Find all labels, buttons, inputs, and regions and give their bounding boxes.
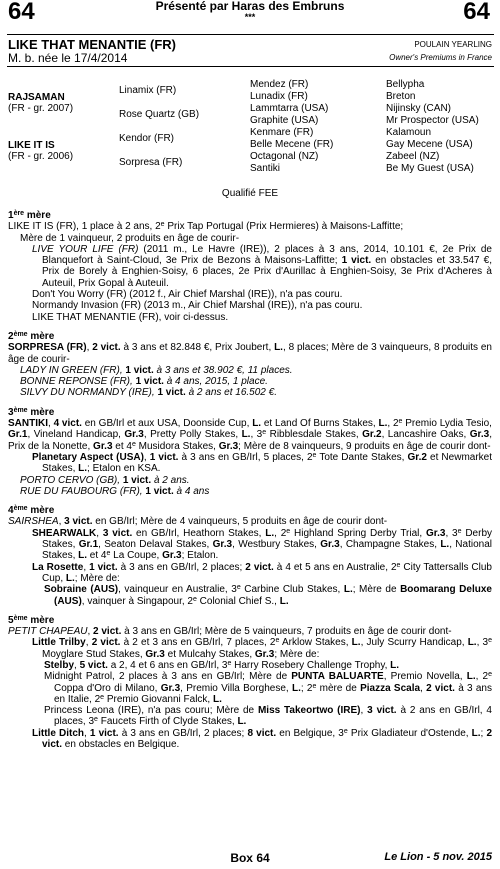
horse-name: LIKE THAT MENANTIE (FR) [8,37,177,52]
produce-entry: RUE DU FAUBOURG (FR), 1 vict. à 4 ans [20,485,210,497]
qualification-note: Qualifié FEE [221,188,279,199]
sire-sub: (FR - gr. 2007) [8,103,74,114]
dam-paragraph: Mère de 1 vainqueur, 2 produits en âge de courir- [20,232,240,244]
section-heading: 1ère mère [8,210,51,221]
section-heading: 5ème mère [8,614,55,626]
pedigree-g1-item: Kendor (FR) [119,133,175,144]
produce-entry: LIKE THAT MENANTIE (FR), voir ci-dessus. [32,311,229,323]
produce-entry: SHEARWALK, 3 vict. en GB/Irl, Heathorn Stakes, L., 2e Highland Spring Derby Trial, Gr.3, 3e Derby Stakes, Gr.1, Seaton Delaval Stakes, Gr.3, Westbury Stakes, Gr.3, Champagne Stakes, L., National Stakes, L. et 4e La Coupe, Gr.3; Etalon. [32,527,492,562]
pedigree-g3-item: Bellypha [386,79,425,90]
dam-paragraph: LIKE IT IS (FR), 1 place à 2 ans, 2e Prix Tap Portugal (Prix Hermieres) à Maisons-Laffitte; [8,221,404,233]
pedigree-g3-item: Zabeel (NZ) [386,151,440,162]
pedigree-g3-item: Nijinsky (CAN) [386,103,451,114]
family-notes [8,210,492,750]
pedigree-g3-item: Be My Guest (USA) [386,163,474,174]
dam-paragraph: SANTIKI, 4 vict. en GB/Irl et aux USA, Doonside Cup, L. et Land Of Burns Stakes, L., 2e Premio Lydia Tesio, Gr.1, Vineland Handicap, Gr.3, Pretty Polly Stakes, L., 3e Ribblesdale Stakes, Gr.2, Lancashire Oaks, Gr.3, Prix de la Nonette, Gr.3 et 4e Musidora Stakes, Gr.3; Mère de 8 vainqueurs, 9 produits en âge de courir dont- [8,418,492,452]
pedigree-g2-item: Belle Mecene (FR) [250,139,334,150]
premiums-label: Owner's Premiums in France [389,53,492,62]
category-label: POULAIN YEARLING [414,40,492,49]
pedigree-g1-item: Rose Quartz (GB) [119,109,200,120]
lot-number-left: 64 [8,0,35,25]
produce-entry: Princess Leona (IRE), n'a pas couru; Mère de Miss Takeortwo (IRE), 3 vict. à 2 ans en GB/Irl, 4 places, 3e Faucets Firth of Clyde Stakes, L. [44,705,492,728]
produce-entry: BONNE REPONSE (FR), 1 vict. à 4 ans, 2015, 1 place. [20,376,268,388]
produce-entry: Midnight Patrol, 2 places à 3 ans en GB/Irl; Mère de PUNTA BALUARTE, Premio Novella, L., 2e Coppa d'Oro di Milano, Gr.3, Premio Villa Borghese, L.; 2e mère de Piazza Scala, 2 vict. à 3 ans en Italie, 2e Premio Giovanni Falck, L. [44,671,493,705]
pedigree-g3-item: Kalamoun [386,127,432,138]
dam-paragraph: SAIRSHEA, 3 vict. en GB/Irl; Mère de 4 vainqueurs, 5 produits en âge de courir dont- [8,516,388,528]
produce-entry: SILVY DU NORMANDY (IRE), 1 vict. à 2 ans et 16.502 €. [20,387,277,399]
horse-description: M. b. née le 17/4/2014 [8,51,128,65]
produce-entry: Little Ditch, 1 vict. à 3 ans en GB/Irl, 2 places; 8 vict. en Belgique, 3e Prix Gladiateur d'Ostende, L.; 2 vict. en obstacles en Belgique. [32,727,493,751]
produce-entry: Don't You Worry (FR) (2012 f., Air Chief Marshal (IRE)), n'a pas couru. [32,289,343,301]
produce-entry: Normandy Invasion (FR) (2013 m., Air Chief Marshal (IRE)), n'a pas couru. [32,300,363,312]
pedigree-g1-item: Linamix (FR) [119,85,177,96]
catalogue-header [0,0,500,36]
pedigree-g2-item: Graphite (USA) [250,115,319,126]
produce-entry: La Rosette, 1 vict. à 3 ans en GB/Irl, 2 places; 2 vict. à 4 et 5 ans en Australie, 2e City Tattersalls Club Cup, L.; Mère de: [32,561,492,584]
stars-divider: *** [244,12,256,22]
produce-entry: Stelby, 5 vict. a 2, 4 et 6 ans en GB/Irl, 3e Harry Rosebery Challenge Trophy, L. [44,659,400,671]
section-heading: 2ème mère [8,330,55,342]
pedigree-g3-item: Mr Prospector (USA) [386,115,479,126]
lot-number-right: 64 [463,0,490,25]
section-heading: 3ème mère [8,406,55,418]
dam-paragraph: PETIT CHAPEAU, 2 vict. à 3 ans en GB/Irl; Mère de 5 vainqueurs, 7 produits en âge de courir dont- [8,626,452,638]
sale-date: Le Lion - 5 nov. 2015 [384,851,492,863]
produce-entry: Planetary Aspect (USA), 1 vict. à 3 ans en GB/Irl, 5 places, 2e Tote Dante Stakes, Gr.2 et Newmarket Stakes, L.; Etalon en KSA. [32,451,493,475]
produce-entry: LIVE YOUR LIFE (FR) (2011 m., Le Havre (IRE)), 2 places à 3 ans, 2014, 10.101 €, 2e Prix de Blanquefort à Saint-Cloud, 3e Prix de Bezons à Maisons-Laffitte; 1 vict. en obstacles et 33.547 €, Prix de Borely à Enghien-Soisy, 6 places, 2e Prix d'Aurillac à Enghien-Soisy, 3e Prix d'Acheres à Auteuil, Prix Gopal à Auteuil. [32,243,492,289]
produce-entry: Little Trilby, 2 vict. à 2 et 3 ans en GB/Irl, 7 places, 2e Arklow Stakes, L., July Scurry Handicap, L., 3e Moyglare Stud Stakes, Gr.3 et Mulcahy Stakes, Gr.3; Mère de: [32,637,493,660]
pedigree-g3-item: Gay Mecene (USA) [386,139,473,150]
box-number: Box 64 [230,851,270,865]
dam-sub: (FR - gr. 2006) [8,151,74,162]
produce-entry: PORTO CERVO (GB), 1 vict. à 2 ans. [20,474,190,486]
presenter-line: Présenté par Haras des Embruns [155,0,345,13]
pedigree-g1-item: Sorpresa (FR) [119,157,183,168]
pedigree-g2-item: Lunadix (FR) [250,91,308,102]
pedigree-g3-item: Breton [386,91,416,102]
dam-paragraph: SORPRESA (FR), 2 vict. à 3 ans et 82.848 €, Prix Joubert, L., 8 places; Mère de 3 vainqueurs, 8 produits en âge de courir- [8,342,492,365]
produce-entry: LADY IN GREEN (FR), 1 vict. à 3 ans et 38.902 €, 11 places. [20,364,293,376]
section-heading: 4ème mère [8,505,55,517]
pedigree-g2-item: Lammtarra (USA) [250,103,329,114]
produce-entry: Sobraine (AUS), vainqueur en Australie, 3e Carbine Club Stakes, L.; Mère de Boomarang Deluxe (AUS), vainquer à Singapour, 2e Colonial Chief S., L. [44,584,492,607]
pedigree-g2-item: Mendez (FR) [250,79,309,90]
name-rule [7,66,494,67]
dam-name: LIKE IT IS [8,140,55,151]
pedigree-g2-item: Kenmare (FR) [250,127,314,138]
pedigree-g2-item: Santiki [250,163,281,174]
header-rule [7,34,494,35]
sire-name: RAJSAMAN [8,92,65,103]
pedigree-g2-item: Octagonal (NZ) [250,151,319,162]
